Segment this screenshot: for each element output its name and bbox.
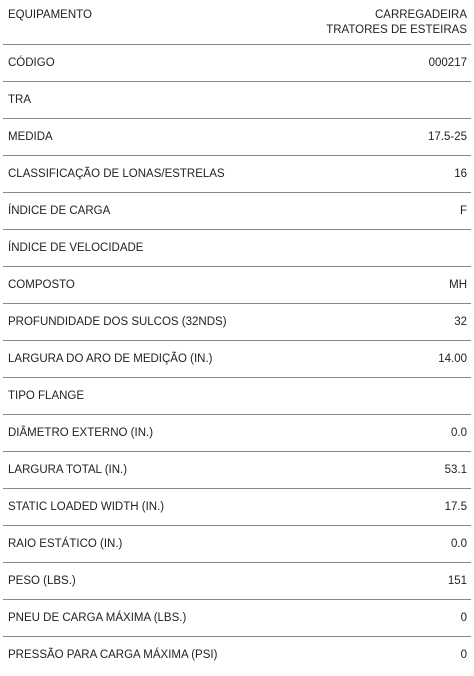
spec-value-line-1: CARREGADEIRA	[374, 9, 467, 21]
spec-label: EQUIPAMENTO	[8, 9, 92, 21]
spec-value: 000217	[428, 56, 467, 69]
spec-row-composto	[3, 267, 471, 304]
spec-value: 14.00	[438, 352, 467, 365]
spec-row-indice-carga	[3, 193, 471, 230]
spec-value: 151	[447, 574, 467, 587]
spec-value: 17.5-25	[427, 130, 467, 143]
spec-label: COMPOSTO	[8, 278, 75, 291]
spec-label: CÓDIGO	[8, 56, 55, 69]
spec-label: MEDIDA	[8, 130, 53, 143]
spec-label: LARGURA TOTAL (IN.)	[8, 463, 128, 476]
spec-value: 16	[454, 167, 467, 180]
spec-row-classificacao-lonas	[3, 156, 471, 193]
spec-value: 0.0	[451, 537, 467, 550]
spec-row-largura-aro	[3, 341, 471, 378]
spec-label: RAIO ESTÁTICO (IN.)	[8, 537, 123, 550]
spec-value: MH	[449, 278, 467, 291]
spec-label: TRA	[8, 93, 31, 106]
spec-row-peso	[3, 563, 471, 600]
spec-label: CLASSIFICAÇÃO DE LONAS/ESTRELAS	[8, 167, 225, 180]
spec-row-codigo	[3, 45, 471, 82]
spec-row-tra	[3, 82, 471, 119]
spec-row-medida	[3, 119, 471, 156]
spec-value: 0	[460, 611, 467, 624]
spec-row-profundidade-sulcos	[3, 304, 471, 341]
spec-row-raio-estatico	[3, 526, 471, 563]
spec-row-pneu-carga-maxima	[3, 600, 471, 637]
spec-value: 0.0	[451, 426, 467, 439]
spec-table	[3, 0, 471, 674]
spec-label: PNEU DE CARGA MÁXIMA (LBS.)	[8, 611, 187, 624]
spec-row-tipo-flange	[3, 378, 471, 415]
spec-label: STATIC LOADED WIDTH (IN.)	[8, 500, 165, 513]
spec-label: TIPO FLANGE	[8, 389, 85, 402]
spec-value: 0	[460, 649, 467, 661]
spec-row-pressao-carga-maxima	[3, 637, 471, 674]
spec-row-diametro-externo	[3, 415, 471, 452]
spec-value: 32	[454, 315, 467, 328]
spec-label: PROFUNDIDADE DOS SULCOS (32NDS)	[8, 315, 227, 328]
spec-label: ÍNDICE DE CARGA	[8, 204, 111, 217]
spec-value-line-2: TRATORES DE ESTEIRAS	[326, 24, 467, 36]
spec-value	[326, 8, 467, 38]
spec-row-largura-total	[3, 452, 471, 489]
spec-value: F	[459, 204, 467, 217]
spec-value: 53.1	[444, 463, 467, 476]
spec-label: PESO (LBS.)	[8, 574, 76, 587]
spec-label: ÍNDICE DE VELOCIDADE	[8, 241, 144, 254]
spec-row-indice-velocidade	[3, 230, 471, 267]
spec-value: 17.5	[444, 500, 467, 513]
spec-label: LARGURA DO ARO DE MEDIÇÃO (IN.)	[8, 352, 213, 365]
spec-row-equipamento	[3, 0, 471, 45]
spec-label: DIÂMETRO EXTERNO (IN.)	[8, 426, 154, 439]
spec-row-static-loaded-width	[3, 489, 471, 526]
spec-label: PRESSÃO PARA CARGA MÁXIMA (PSI)	[8, 649, 218, 661]
